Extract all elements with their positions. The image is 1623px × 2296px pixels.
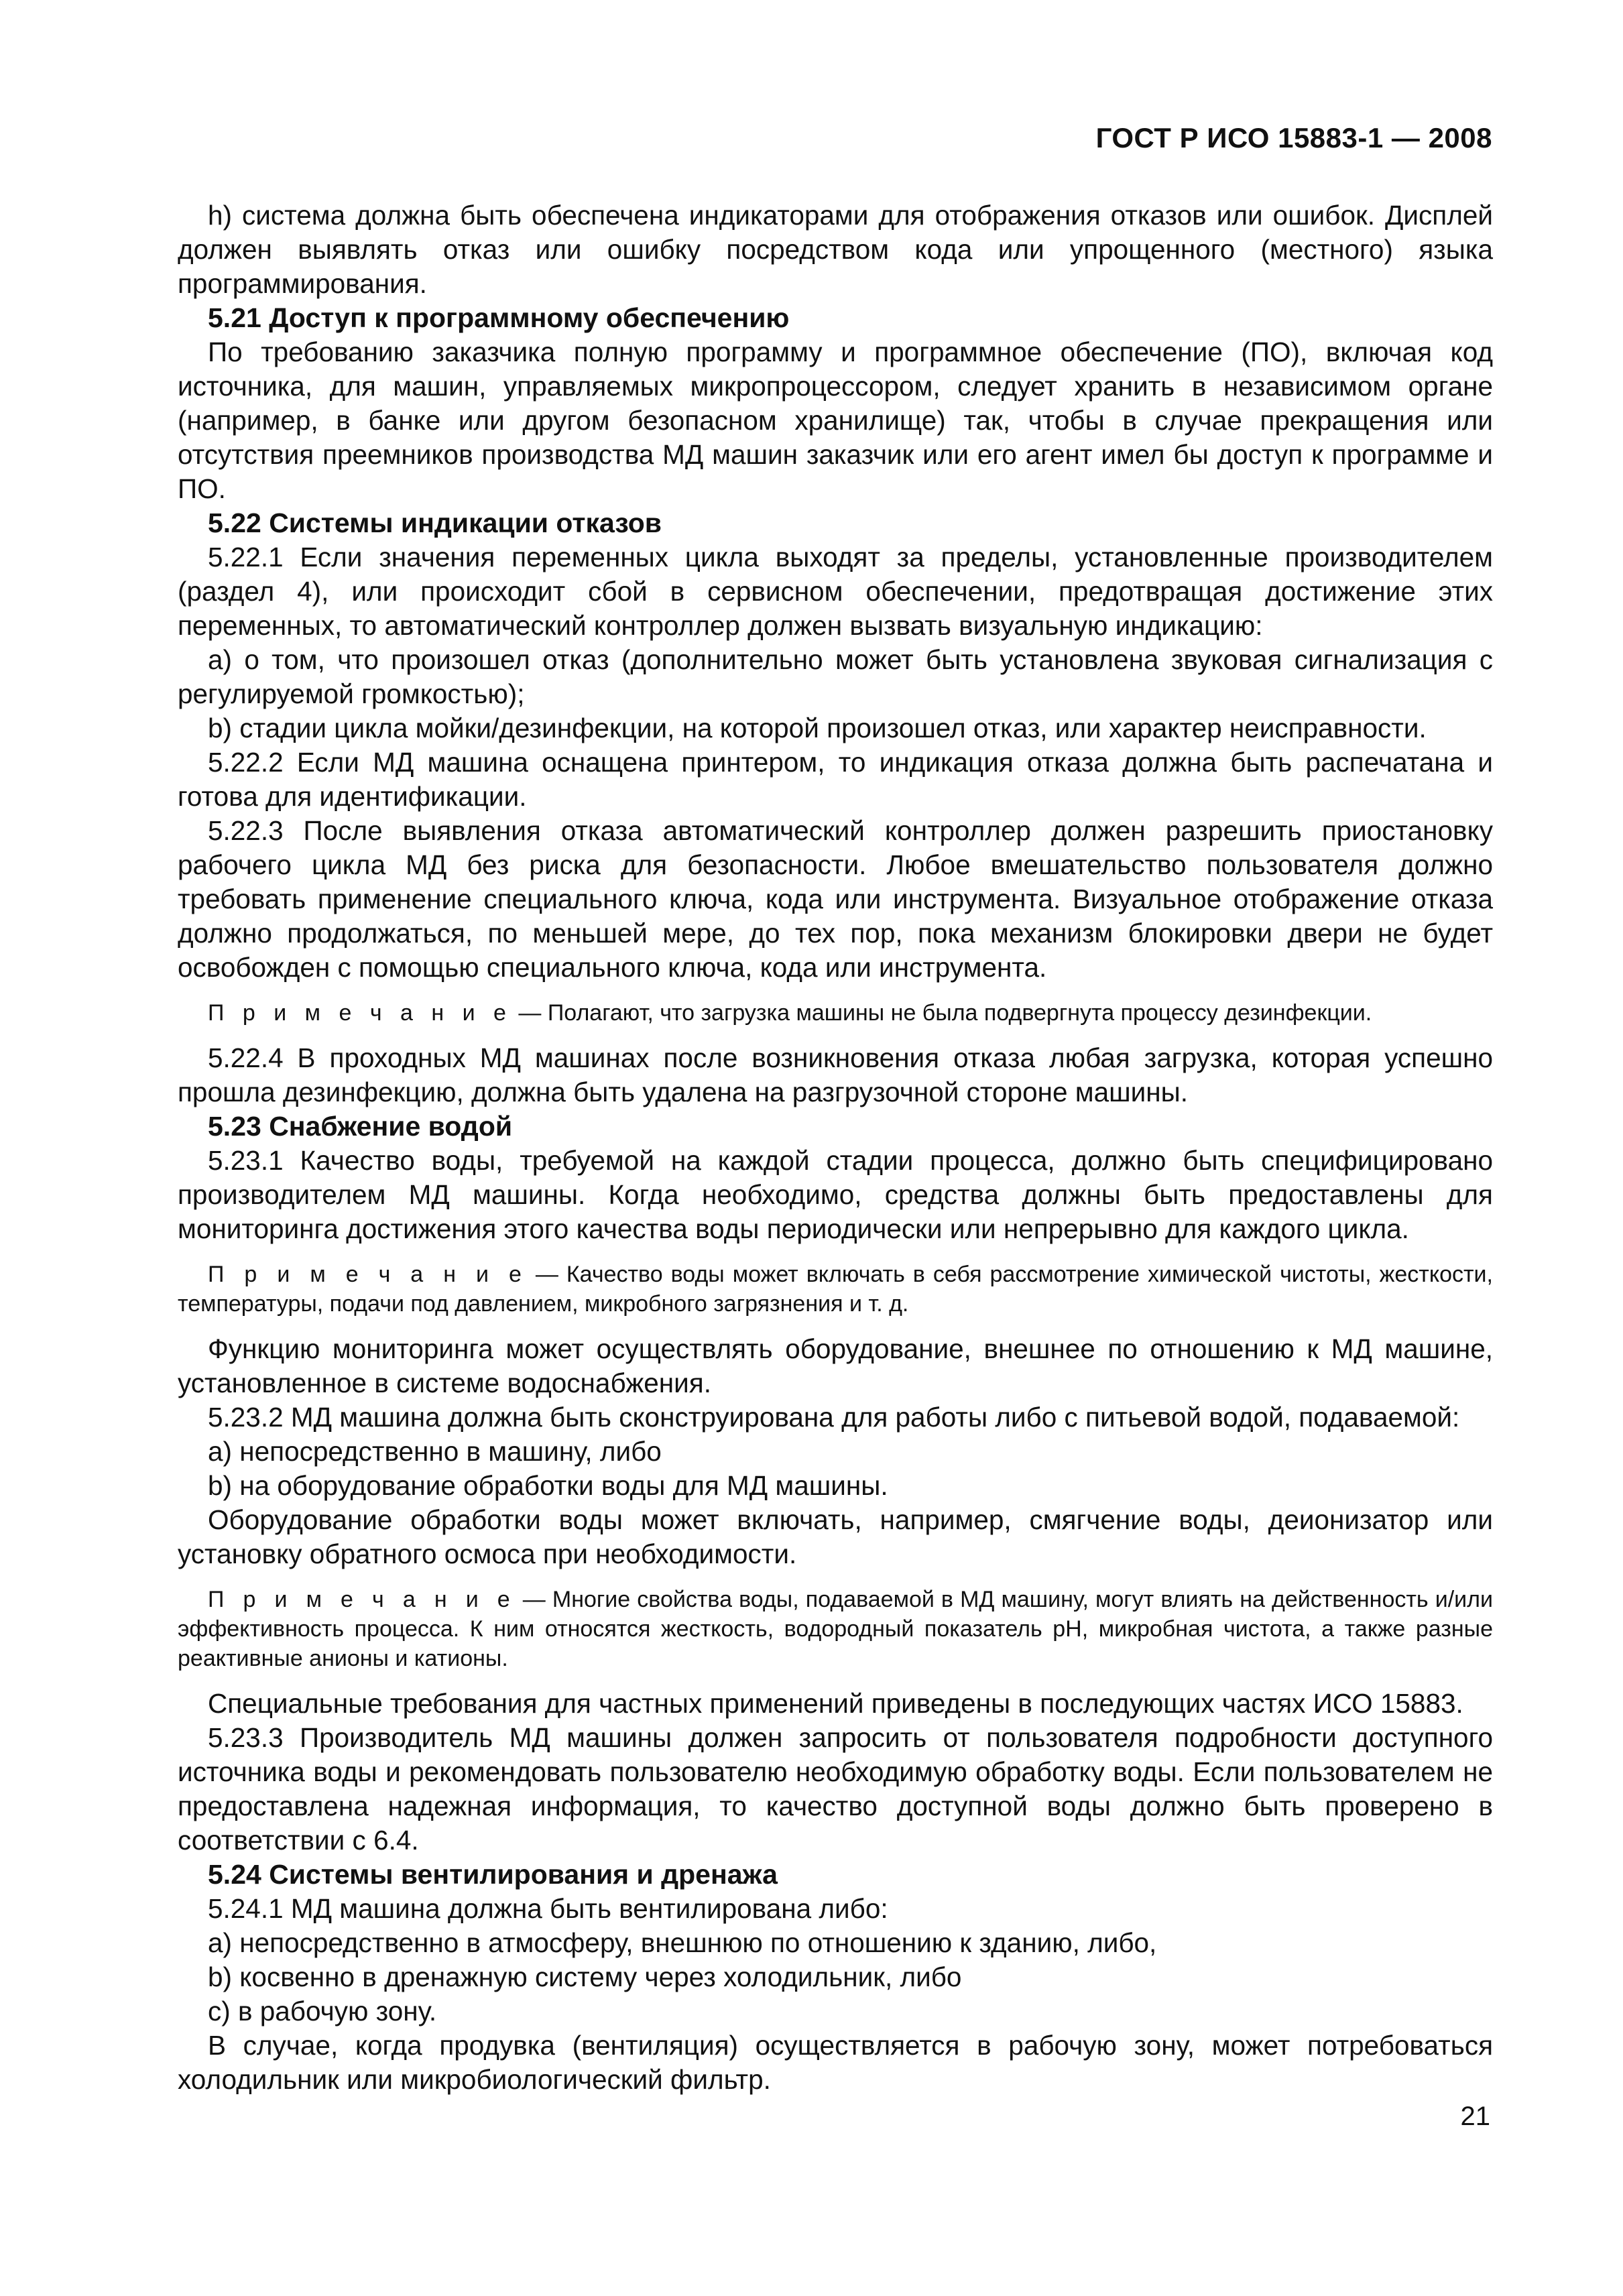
body-paragraph: b) косвенно в дренажную систему через холодильник, либо xyxy=(208,1961,962,1992)
body-paragraph: 5.23.2 МД машина должна быть сконструирована для работы либо с питьевой водой, подаваемой: xyxy=(208,1402,1460,1433)
body-paragraph: a) о том, что произошел отказ (дополнительно может быть установлена звуковая сигнализация с регулируемой громкостью); xyxy=(178,644,1493,709)
section-heading: 5.24 Системы вентилирования и дренажа xyxy=(208,1859,778,1890)
note-label: П р и м е ч а н и е xyxy=(208,1262,528,1287)
body-paragraph: По требованию заказчика полную программу и программное обеспечение (ПО), включая код источника, для машин, управляемых микропроцессором, следует хранить в независимом органе (например, в банке или другом безопасном хранилище) так, чтобы в случае прекращения или отсутствия преемников производства МД машин заказчик или его агент имел бы доступ к программе и ПО. xyxy=(178,337,1493,504)
note-label: П р и м е ч а н и е xyxy=(208,1000,512,1026)
body-paragraph: 5.24.1 МД машина должна быть вентилирована либо: xyxy=(208,1893,888,1924)
body-paragraph: a) непосредственно в атмосферу, внешнюю по отношению к зданию, либо, xyxy=(208,1927,1157,1958)
body-paragraph: Функцию мониторинга может осуществлять оборудование, внешнее по отношению к МД машине, установленное в системе водоснабжения. xyxy=(178,1333,1493,1398)
body-paragraph: 5.22.1 Если значения переменных цикла выходят за пределы, установленные производителем (раздел 4), или происходит сбой в сервисном обеспечении, предотвращая достижение этих переменных, то автоматический контроллер должен вызвать визуальную индикацию: xyxy=(178,542,1493,641)
note-paragraph xyxy=(178,998,1493,1028)
body-paragraph: c) в рабочую зону. xyxy=(208,1996,437,2027)
note-text: — Многие свойства воды, подаваемой в МД машину, могут влиять на действенность и/или эффективность процесса. К ним относятся жесткость, водородный показатель pH, микробная чистота, а также разные реактивные анионы и катионы. xyxy=(178,1587,1493,1671)
section-heading: 5.23 Снабжение водой xyxy=(208,1111,513,1142)
body-paragraph: Оборудование обработки воды может включать, например, смягчение воды, деионизатор или установку обратного осмоса при необходимости. xyxy=(178,1504,1493,1569)
section-heading: 5.22 Системы индикации отказов xyxy=(208,507,662,538)
body-paragraph: 5.22.2 Если МД машина оснащена принтером, то индикация отказа должна быть распечатана и готова для идентификации. xyxy=(178,747,1493,812)
body-paragraph: b) стадии цикла мойки/дезинфекции, на которой произошел отказ, или характер неисправности. xyxy=(208,713,1427,743)
section-heading: 5.21 Доступ к программному обеспечению xyxy=(208,302,790,333)
body-paragraph: a) непосредственно в машину, либо xyxy=(208,1436,662,1467)
document-header: ГОСТ Р ИСО 15883-1 — 2008 xyxy=(1095,122,1492,154)
body-paragraph: 5.22.4 В проходных МД машинах после возникновения отказа любая загрузка, которая успешно прошла дезинфекцию, должна быть удалена на разгрузочной стороне машины. xyxy=(178,1042,1493,1107)
body-paragraph: 5.22.3 После выявления отказа автоматический контроллер должен разрешить приостановку рабочего цикла МД без риска для безопасности. Любое вмешательство пользователя должно требовать применение специального ключа, кода или инструмента. Визуальное отображение отказа должно продолжаться, по меньшей мере, до тех пор, пока механизм блокировки двери не будет освобожден с помощью специального ключа, кода или инструмента. xyxy=(178,815,1493,983)
body-paragraph: 5.23.1 Качество воды, требуемой на каждой стадии процесса, должно быть специфицировано производителем МД машины. Когда необходимо, средства должны быть предоставлены для мониторинга достижения этого качества воды периодически или непрерывно для каждого цикла. xyxy=(178,1145,1493,1244)
body-paragraph: 5.23.3 Производитель МД машины должен запросить от пользователя подробности доступного источника воды и рекомендовать пользователю необходимую обработку воды. Если пользователем не предоставлена надежная информация, то качество доступной воды должно быть проверено в соответствии с 6.4. xyxy=(178,1722,1493,1856)
body-paragraph: b) на оборудование обработки воды для МД машины. xyxy=(208,1470,888,1501)
note-text: — Качество воды может включать в себя рассмотрение химической чистоты, жесткости, температуры, подачи под давлением, микробного загрязнения и т. д. xyxy=(178,1262,1493,1317)
body-paragraph: h) система должна быть обеспечена индикаторами для отображения отказов или ошибок. Дисплей должен выявлять отказ или ошибку посредством кода или упрощенного (местного) языка программирования. xyxy=(178,200,1493,299)
page-number: 21 xyxy=(1460,2102,1490,2131)
note-paragraph xyxy=(178,1585,1493,1673)
body-paragraph: В случае, когда продувка (вентиляция) осуществляется в рабочую зону, может потребоваться холодильник или микробиологический фильтр. xyxy=(178,2030,1493,2095)
document-body xyxy=(178,198,1493,2097)
note-paragraph xyxy=(178,1260,1493,1319)
note-text: — Полагают, что загрузка машины не была подвергнута процессу дезинфекции. xyxy=(512,1000,1372,1026)
note-label: П р и м е ч а н и е xyxy=(208,1587,516,1612)
body-paragraph: Специальные требования для частных применений приведены в последующих частях ИСО 15883. xyxy=(208,1688,1463,1719)
